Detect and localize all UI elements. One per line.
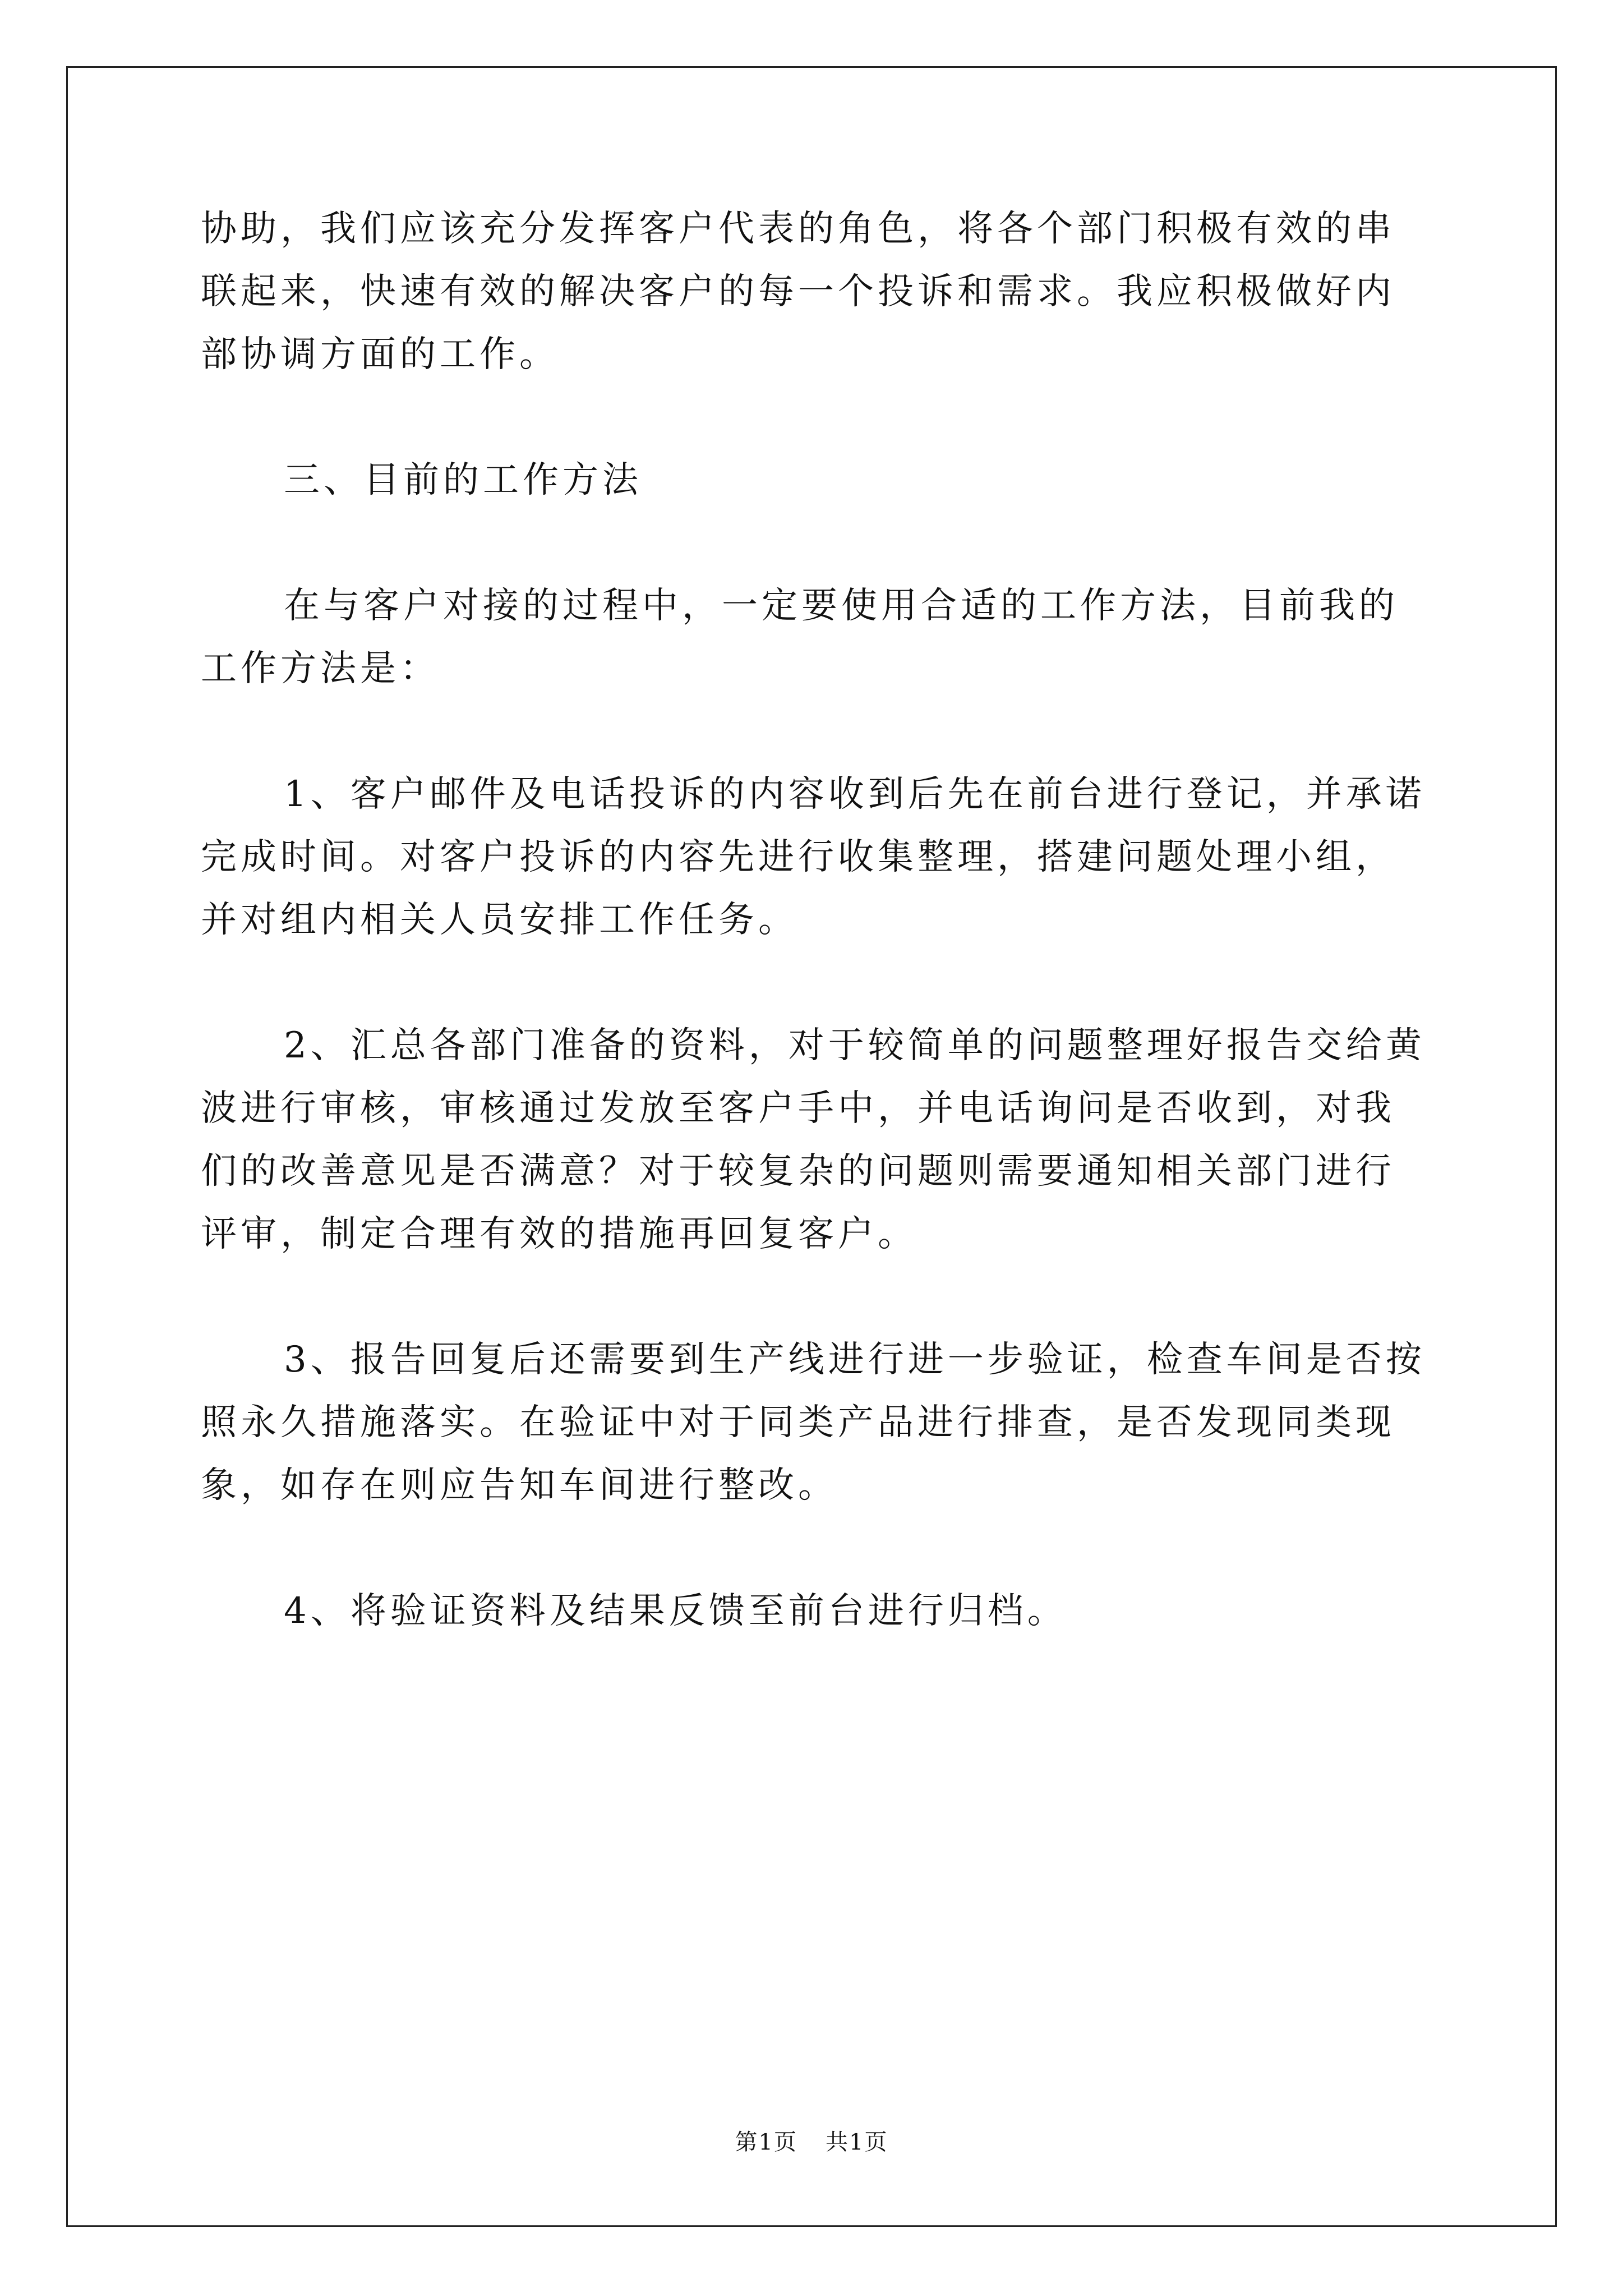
page-total: 共1页 [826,2129,888,2155]
paragraph-gap [201,1266,1432,1328]
document-body [201,197,1432,1642]
paragraph-intro [201,574,1432,700]
text-line: 并对组内相关人员安排工作任务。 [201,899,798,941]
text-line: 评审，制定合理有效的措施再回复客户。 [201,1213,917,1255]
text-line: 完成时间。对客户投诉的内容先进行收集整理，搭建问题处理小组， [201,836,1395,878]
list-item-3 [201,1328,1432,1517]
list-item-4 [201,1580,1432,1642]
paragraph-gap [201,1517,1432,1580]
text-line: 们的改善意见是否满意？对于较复杂的问题则需要通知相关部门进行 [201,1151,1395,1192]
paragraph-gap [201,512,1432,574]
list-item-1 [201,763,1432,951]
text-line: 照永久措施落实。在验证中对于同类产品进行排查，是否发现同类现 [201,1402,1395,1443]
text-line: 1、客户邮件及电话投诉的内容收到后先在前台进行登记，并承诺 [284,774,1426,815]
text-line: 波进行审核，审核通过发放至客户手中，并电话询问是否收到，对我 [201,1088,1395,1129]
page-number: 第1页 [735,2129,797,2155]
paragraph-gap [201,386,1432,449]
paragraph-gap [201,700,1432,763]
paragraph-continuation [201,197,1432,386]
list-item-2 [201,1014,1432,1266]
text-line: 象，如存在则应告知车间进行整改。 [201,1465,838,1506]
page-footer [0,2129,1623,2156]
paragraph-gap [201,951,1432,1014]
text-line: 4、将验证资料及结果反馈至前台进行归档。 [284,1590,1067,1632]
text-line: 部协调方面的工作。 [201,334,559,375]
text-line: 协助，我们应该充分发挥客户代表的角色，将各个部门积极有效的串 [201,208,1395,250]
text-line: 2、汇总各部门准备的资料，对于较简单的问题整理好报告交给黄 [284,1025,1426,1066]
text-line: 联起来，快速有效的解决客户的每一个投诉和需求。我应积极做好内 [201,271,1395,312]
text-line: 3、报告回复后还需要到生产线进行进一步验证，检查车间是否按 [284,1339,1426,1381]
section-heading [201,449,1432,512]
heading-text: 三、目前的工作方法 [284,459,642,501]
text-line: 工作方法是： [201,648,440,689]
text-line: 在与客户对接的过程中，一定要使用合适的工作方法，目前我的 [284,585,1399,627]
